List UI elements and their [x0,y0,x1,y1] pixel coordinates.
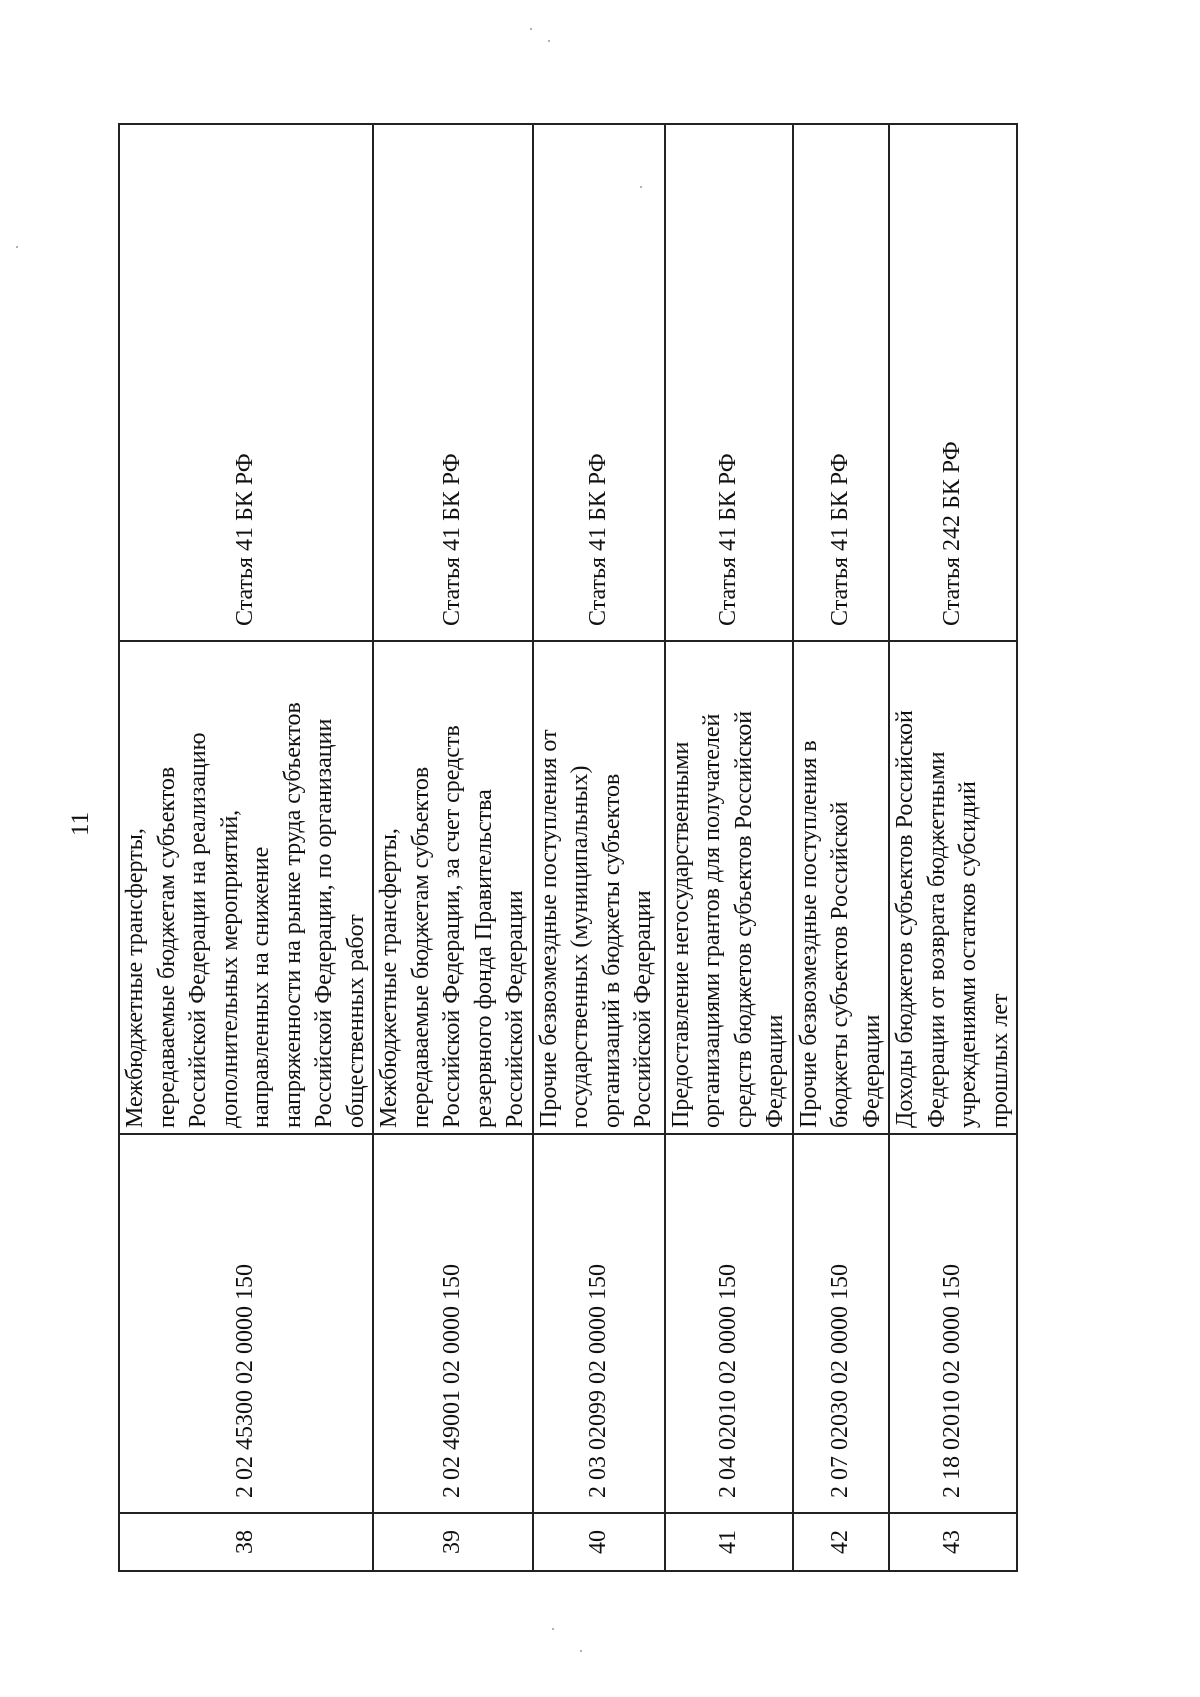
legal-basis: Статья 242 БК РФ [889,124,1017,641]
revenue-name [533,641,665,1134]
legal-basis: Статья 41 БК РФ [793,124,890,641]
revenue-name-line: организаций в бюджеты субъектов [598,773,625,1128]
revenue-name-line: государственных (муниципальных) [567,765,593,1128]
table-row [793,124,890,1571]
budget-code: 2 02 45300 02 0000 150 [119,1134,373,1513]
revenue-name-line: Доходы бюджетов субъектов Российской [892,710,918,1128]
revenue-name [793,641,890,1134]
revenue-name [373,641,533,1134]
revenue-name-line: средств бюджетов субъектов Российской [730,710,757,1128]
revenue-name-line: организациями грантов для получателей [699,713,725,1128]
revenue-name [119,641,373,1134]
budget-code: 2 07 02030 02 0000 150 [793,1134,890,1513]
revenue-name-line: Федерации от возврата бюджетными [923,751,950,1128]
revenue-name-line: Федерации [762,1014,788,1128]
table-row [533,124,665,1571]
revenue-name-line: Межбюджетные трансферты, [376,828,402,1128]
revenue-name-line: Российской Федерации [502,890,528,1128]
revenue-codes-table [118,123,1018,1572]
table-row [373,124,533,1571]
legal-basis: Статья 41 БК РФ [665,124,793,641]
row-number: 41 [665,1513,793,1571]
budget-code: 2 04 02010 02 0000 150 [665,1134,793,1513]
page-number: 11 [67,811,94,836]
budget-code: 2 03 02099 02 0000 150 [533,1134,665,1513]
revenue-name-line: Прочие безвозмездные поступления от [535,729,562,1128]
revenue-name-line: резервного фонда Правительства [470,789,497,1128]
revenue-name-line: прошлых лет [986,993,1013,1128]
legal-basis: Статья 41 БК РФ [373,124,533,641]
legal-basis: Статья 41 БК РФ [119,124,373,641]
revenue-name-line: Межбюджетные трансферты, [122,828,148,1128]
scan-speck [530,28,532,30]
row-number: 38 [119,1513,373,1571]
revenue-name-line: Федерации [858,1014,885,1128]
revenue-name-line: напряженности на рынке труда субъектов [279,702,306,1128]
revenue-name [665,641,793,1134]
budget-code: 2 18 02010 02 0000 150 [889,1134,1017,1513]
revenue-name-line: Российской Федерации [630,890,656,1128]
revenue-name-line: Российской Федерации на реализацию [185,732,211,1128]
rotated-table-container [118,125,1038,1572]
row-number: 40 [533,1513,665,1571]
budget-code: 2 02 49001 02 0000 150 [373,1134,533,1513]
revenue-name-line: Российской Федерации, за счет средств [439,725,465,1128]
scan-speck [580,1650,582,1652]
legal-basis: Статья 41 БК РФ [533,124,665,641]
revenue-name-line: Предоставление негосударственными [667,741,694,1128]
revenue-name-line: передаваемые бюджетам субъектов [153,766,180,1128]
revenue-name-line: направленных на снижение [248,846,274,1128]
table-row [119,124,373,1571]
row-number: 39 [373,1513,533,1571]
table-row [665,124,793,1571]
scan-speck [548,40,550,42]
table-row [889,124,1017,1571]
revenue-name-line: дополнительных мероприятий, [216,809,243,1128]
revenue-name [889,641,1017,1134]
scan-speck [552,1628,554,1630]
scan-speck [16,246,18,248]
revenue-name-line: Российской Федерации, по организации [311,718,337,1128]
revenue-name-line: Прочие безвозмездные поступления в [795,740,822,1128]
revenue-name-line: учреждениями остатков субсидий [955,781,981,1128]
scan-speck [640,186,642,188]
revenue-name-line: передаваемые бюджетам субъектов [407,766,434,1128]
revenue-name-line: бюджеты субъектов Российской [827,801,853,1128]
row-number: 43 [889,1513,1017,1571]
revenue-name-line: общественных работ [342,914,369,1128]
row-number: 42 [793,1513,890,1571]
